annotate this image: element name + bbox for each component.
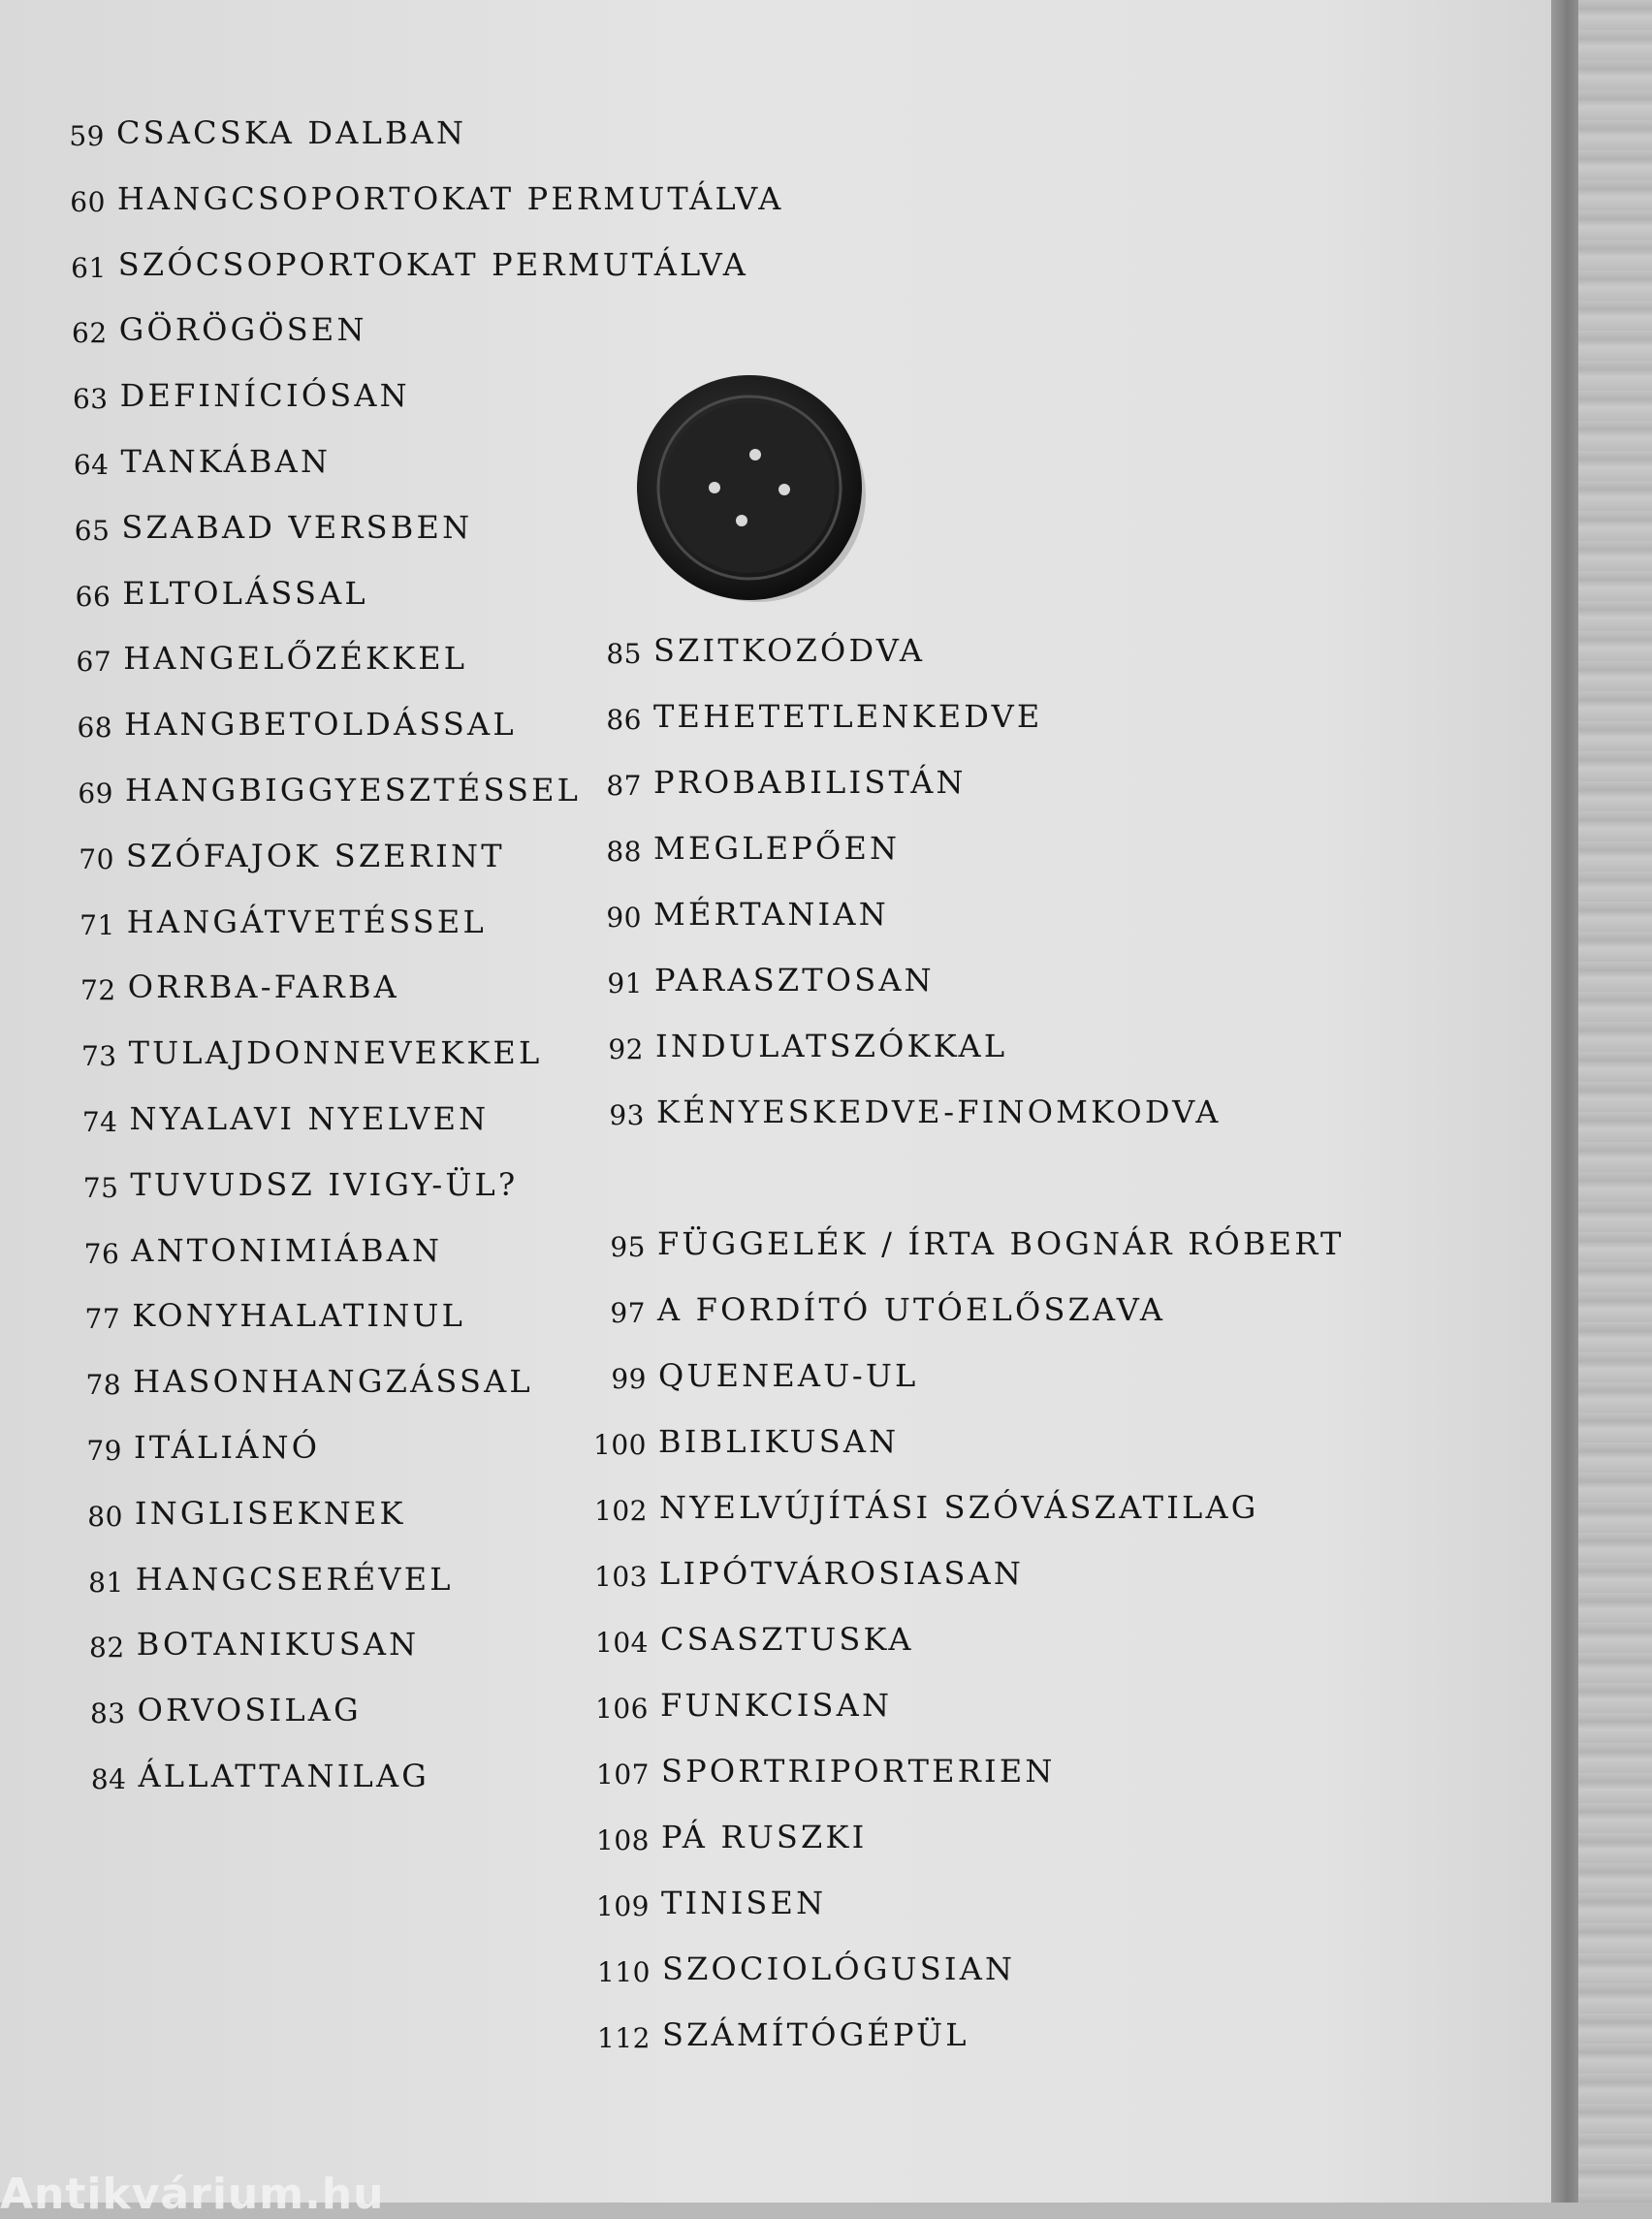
toc-entry-title: NYELVÚJÍTÁSI SZÓVÁSZATILAG [659, 1489, 1259, 1526]
toc-page-number: 84 [90, 1763, 127, 1795]
toc-page-number: 85 [606, 638, 642, 670]
watermark: Antikvárium.hu [0, 2170, 385, 2219]
toc-page-number: 103 [594, 1561, 648, 1593]
toc-entry-title: TEHETETLENKEDVE [653, 698, 1043, 735]
toc-page-number: 78 [85, 1369, 122, 1402]
toc-entry-title: DEFINÍCIÓSAN [119, 377, 410, 415]
toc-entry-title: MÉRTANIAN [653, 896, 889, 933]
toc-entry-title: ANTONIMIÁBAN [131, 1231, 443, 1269]
toc-page-number: 76 [83, 1237, 120, 1270]
toc-entry-title: KÉNYESKEDVE-FINOMKODVA [656, 1094, 1222, 1130]
toc-entry-title: ORVOSILAG [137, 1692, 362, 1729]
toc-page-number: 95 [610, 1231, 646, 1263]
toc-entry-title: TINISEN [661, 1885, 827, 1921]
toc-page-number: 91 [607, 967, 643, 999]
toc-entry-title: ELTOLÁSSAL [122, 574, 368, 612]
toc-entry-title: HANGELŐZÉKKEL [123, 640, 468, 678]
toc-page-number: 90 [606, 902, 642, 934]
toc-entry-title: PROBABILISTÁN [653, 764, 967, 801]
toc-page-number: 68 [77, 712, 113, 745]
toc-entry-title: QUENEAU-UL [658, 1357, 919, 1394]
toc-page-number: 108 [596, 1824, 650, 1856]
toc-page-number: 88 [606, 836, 642, 868]
toc-page-number: 64 [73, 449, 110, 481]
toc-page-number: 70 [79, 842, 114, 875]
toc-entry-title: SZABAD VERSBEN [121, 508, 473, 546]
book-edge [1578, 0, 1652, 2203]
toc-entry-title: PARASZTOSAN [654, 962, 935, 999]
toc-page-number: 110 [597, 1956, 651, 1988]
toc-page-number: 87 [606, 770, 642, 802]
toc-entry-title: BIBLIKUSAN [658, 1423, 900, 1460]
toc-entry-title: FUNKCISAN [660, 1687, 893, 1724]
toc-page-number: 102 [594, 1495, 648, 1527]
toc-entry-title: NYALAVI NYELVEN [129, 1100, 490, 1137]
toc-entry-title: HANGCSOPORTOKAT PERMUTÁLVA [116, 179, 784, 217]
toc-page-number: 77 [84, 1303, 121, 1336]
toc-page-number: 83 [89, 1697, 126, 1730]
toc-entry-title: HANGCSERÉVEL [135, 1560, 454, 1598]
toc-page-number: 92 [608, 1033, 644, 1065]
toc-entry-title: GÖRÖGÖSEN [118, 311, 367, 349]
toc-page-number: 61 [71, 251, 107, 284]
toc-entry-title: HANGÁTVETÉSSEL [126, 903, 487, 940]
toc-page-number: 79 [86, 1435, 122, 1467]
toc-entry-title: FÜGGELÉK / ÍRTA BOGNÁR RÓBERT [657, 1225, 1345, 1262]
toc-page-number: 80 [87, 1500, 123, 1533]
toc-entry-title: HASONHANGZÁSSAL [133, 1363, 533, 1401]
toc-entry-title: CSACSKA DALBAN [116, 114, 467, 151]
toc-page-number: 74 [81, 1106, 118, 1138]
toc-entry-title: MEGLEPŐEN [653, 830, 901, 867]
toc-entry-title: INDULATSZÓKKAL [655, 1028, 1008, 1064]
toc-entry-title: SPORTRIPORTERIEN [661, 1753, 1056, 1790]
toc-entry-title: INGLISEKNEK [134, 1494, 406, 1532]
toc-page-number: 81 [88, 1566, 124, 1599]
toc-page-number: 62 [72, 317, 108, 350]
toc-page-number: 86 [606, 704, 642, 736]
toc-entry-title: CSASZTUSKA [660, 1621, 914, 1658]
toc-page-number: 104 [595, 1627, 649, 1659]
toc-page-number: 73 [80, 1040, 117, 1073]
toc-entry-title: ITÁLIÁNÓ [134, 1429, 321, 1466]
toc-entry-title: PÁ RUSZKI [661, 1819, 868, 1855]
toc-entry-title: SZOCIOLÓGUSIAN [662, 1950, 1016, 1987]
toc-page-number: 107 [596, 1759, 650, 1791]
toc-page-number: 69 [78, 777, 113, 809]
toc-page-number: 66 [75, 580, 111, 613]
toc-page-number: 63 [72, 383, 109, 416]
toc-entry-title: HANGBETOLDÁSSAL [124, 706, 517, 744]
toc-entry-title: BOTANIKUSAN [136, 1626, 420, 1664]
toc-page-number: 100 [593, 1429, 647, 1461]
toc-page-number: 72 [80, 974, 116, 1007]
page-gutter [1551, 0, 1578, 2203]
toc-entry-title: SZITKOZÓDVA [653, 632, 926, 669]
toc-page-number: 109 [596, 1890, 650, 1922]
toc-page-number: 65 [74, 514, 111, 547]
toc-page-number: 59 [69, 120, 105, 152]
toc-entry-title: HANGBIGGYESZTÉSSEL [125, 772, 582, 808]
toc-page-number: 60 [70, 185, 106, 218]
toc-page-number: 71 [79, 908, 115, 941]
toc-entry-title: A FORDÍTÓ UTÓELŐSZAVA [657, 1291, 1166, 1328]
toc-page-number: 106 [595, 1693, 649, 1725]
toc-entry-title: TULAJDONNEVEKKEL [128, 1034, 543, 1072]
toc-page-number: 97 [610, 1297, 646, 1329]
toc-entry-title: LIPÓTVÁROSIASAN [659, 1555, 1025, 1592]
toc-entry-title: KONYHALATINUL [132, 1297, 466, 1335]
button-icon [633, 373, 866, 606]
toc-page-number: 82 [89, 1632, 125, 1664]
toc-page-number: 93 [609, 1099, 645, 1131]
toc-entry-title: ORRBA-FARBA [127, 968, 399, 1006]
toc-entry-title: TUVUDSZ IVIGY-ÜL? [130, 1165, 519, 1203]
toc-page-number: 67 [76, 646, 112, 679]
toc-page-number: 99 [611, 1363, 647, 1395]
toc-entry-title: SZÁMÍTÓGÉPÜL [662, 2016, 969, 2053]
toc-page-number: 112 [597, 2022, 651, 2054]
toc-entry-title: SZÓCSOPORTOKAT PERMUTÁLVA [117, 245, 749, 283]
toc-entry-title: TANKÁBAN [120, 443, 332, 480]
toc-entry-title: SZÓFAJOK SZERINT [125, 837, 505, 874]
toc-page-number: 75 [82, 1171, 119, 1204]
toc-entry-title: ÁLLATTANILAG [138, 1758, 430, 1794]
